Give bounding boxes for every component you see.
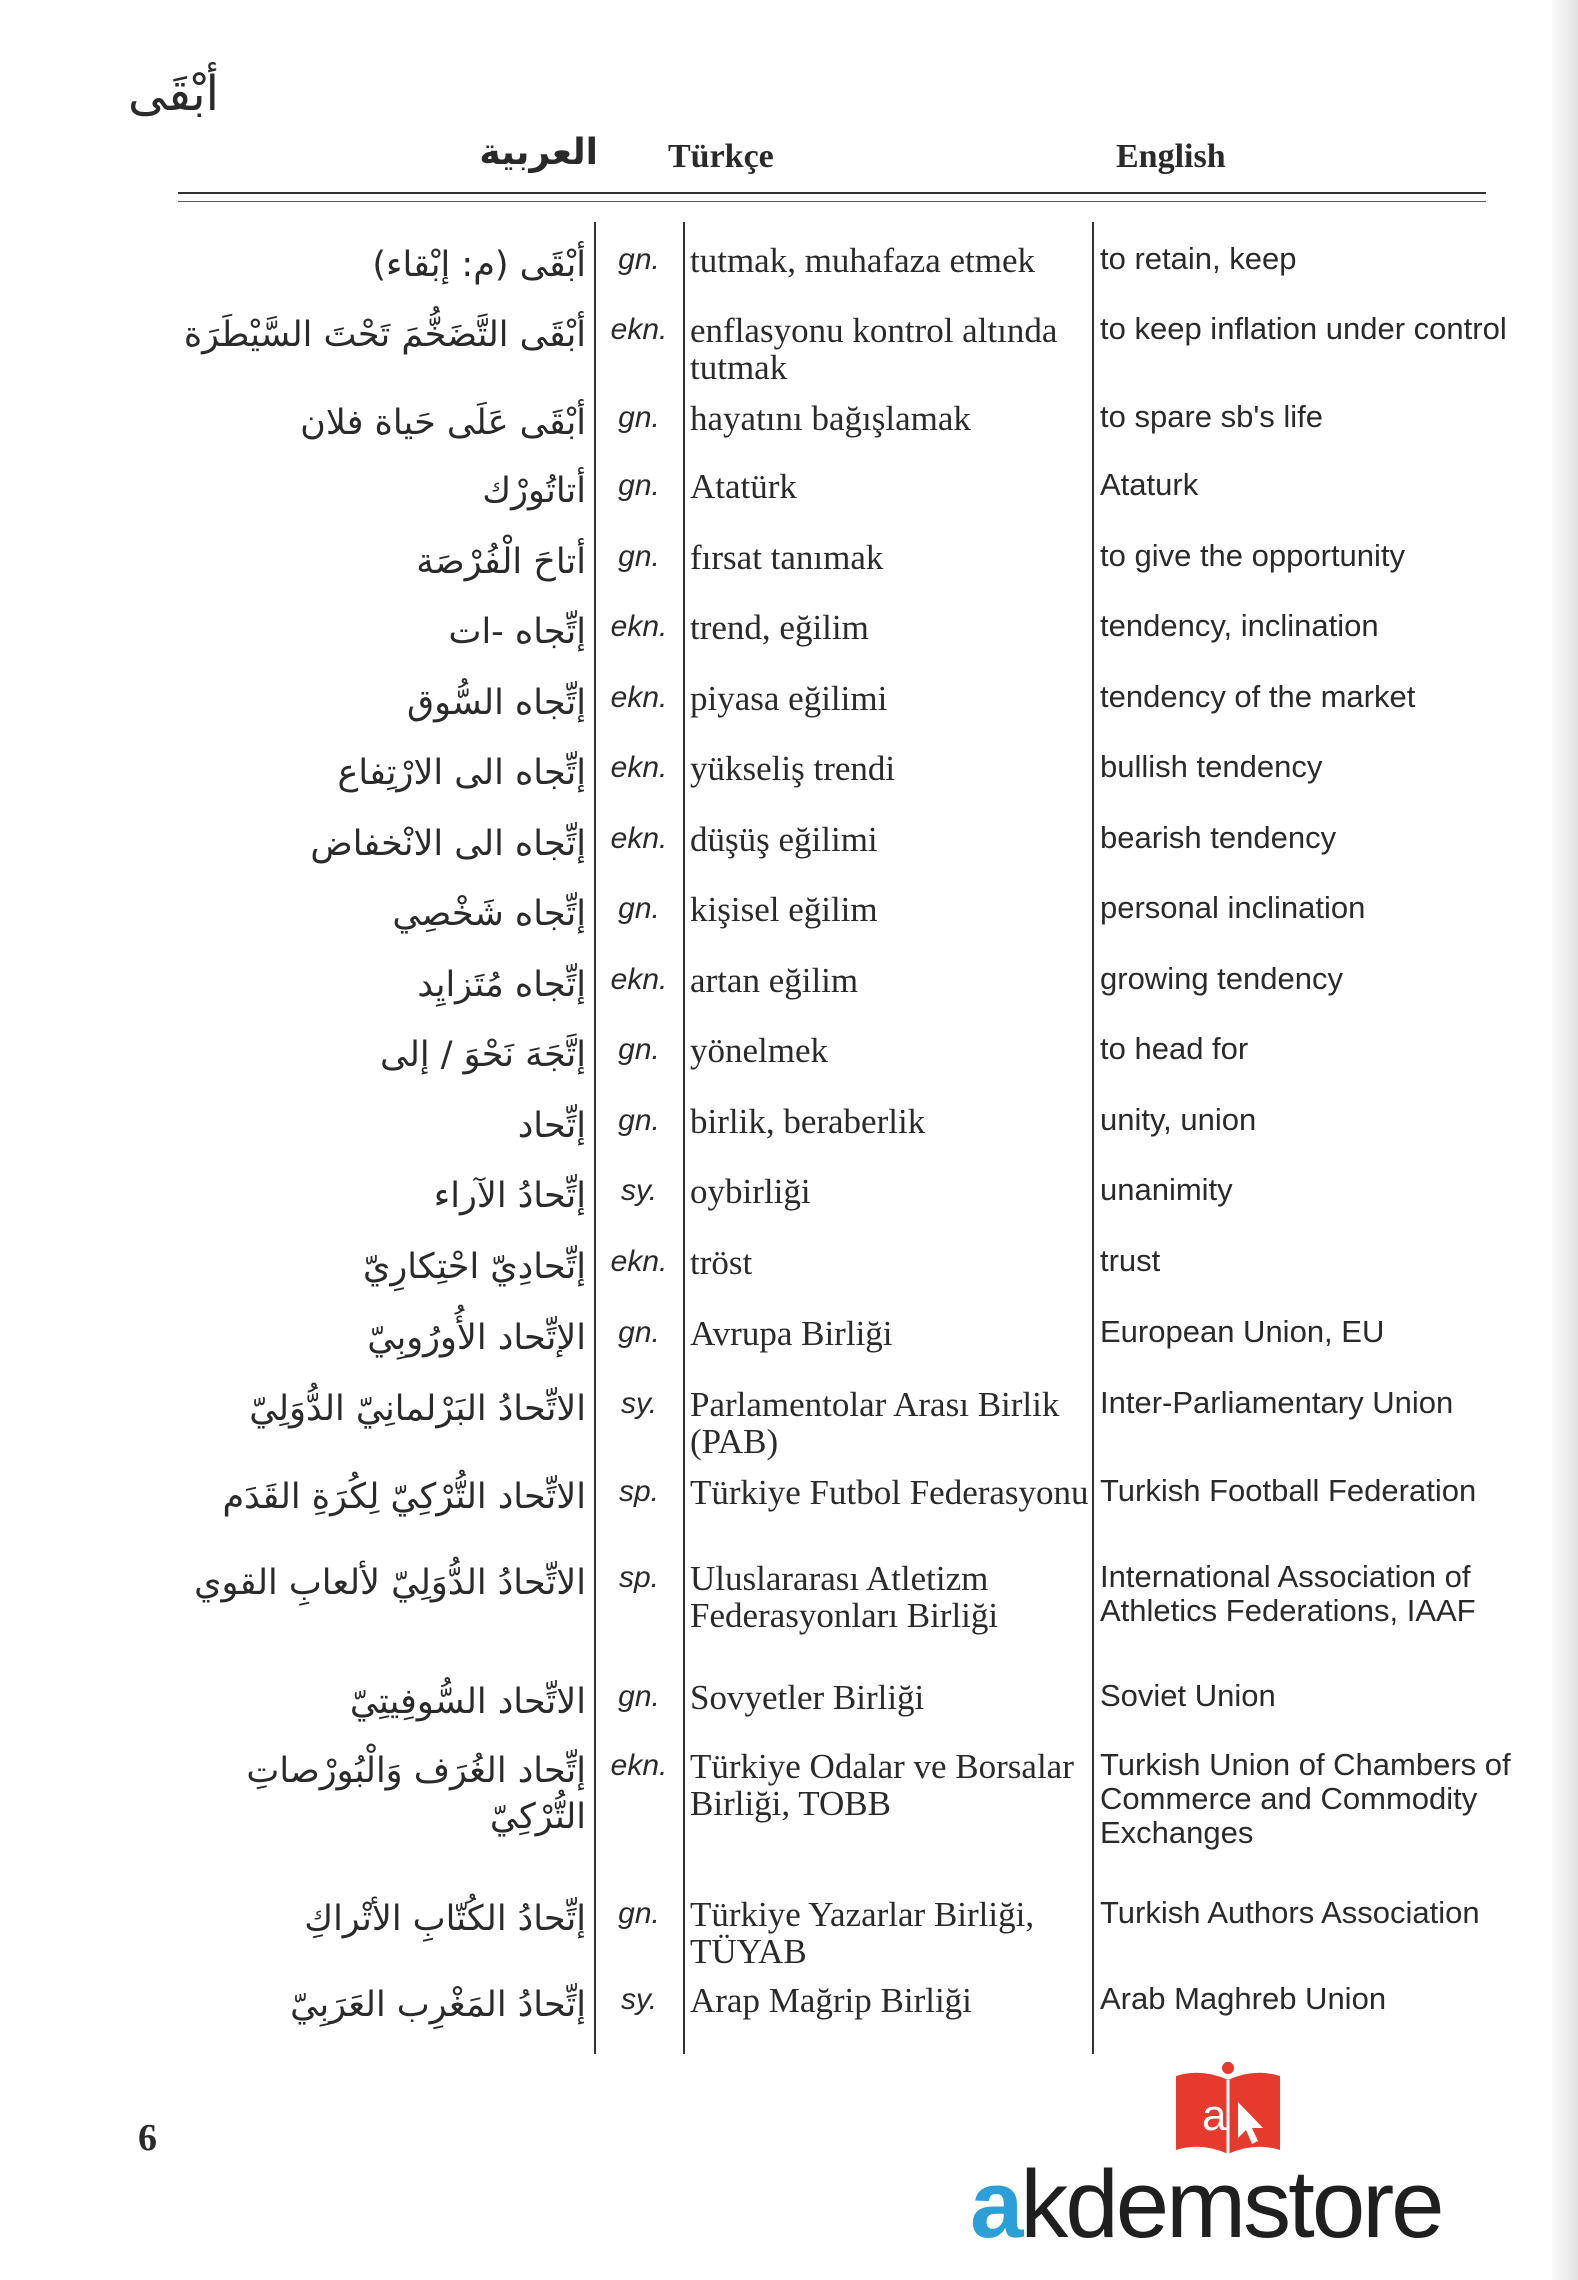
- arabic-term: إتِّحادُ المَغْرِب العَرَبِيّ: [290, 1985, 586, 2025]
- turkish-translation: Türkiye Futbol Federasyonu: [690, 1473, 1089, 1512]
- arabic-term: إتِّجاه -ات: [448, 612, 586, 652]
- arabic-term: الاتِّحاد التُّرْكِيّ لِكُرَةِ القَدَم: [222, 1477, 586, 1517]
- field-abbreviation: gn.: [618, 401, 660, 434]
- field-abbreviation: ekn.: [610, 963, 668, 996]
- english-translation: tendency, inclination: [1100, 608, 1379, 643]
- arabic-term: أبْقَى عَلَى حَياة فلان: [300, 403, 586, 443]
- turkish-translation: tröst: [690, 1243, 753, 1282]
- turkish-translation: Parlamentolar Arası Birlik (PAB): [690, 1385, 1060, 1461]
- english-translation: Ataturk: [1100, 467, 1199, 502]
- column-header-arabic: العربية: [479, 132, 598, 173]
- english-translation: tendency of the market: [1100, 679, 1416, 714]
- english-translation: Turkish Union of Chambers of Commerce and Commodity Exchanges: [1100, 1747, 1511, 1850]
- arabic-term: إتِّحاد: [517, 1106, 586, 1146]
- arabic-term: إتِّحادُ الكُتّابِ الأتْراكِ: [304, 1899, 586, 1939]
- field-abbreviation: gn.: [618, 1680, 660, 1713]
- field-abbreviation: sp.: [618, 1475, 660, 1508]
- column-divider: [683, 222, 685, 2054]
- field-abbreviation: sy.: [620, 1387, 658, 1420]
- turkish-translation: trend, eğilim: [690, 608, 869, 647]
- book-cursor-icon: [1172, 2058, 1284, 2158]
- field-abbreviation: gn.: [618, 1316, 660, 1349]
- page-number: 6: [138, 2117, 157, 2159]
- english-translation: bearish tendency: [1100, 820, 1337, 855]
- english-translation: personal inclination: [1100, 890, 1366, 925]
- arabic-term: إتِّحادُ الآراء: [433, 1176, 586, 1216]
- field-abbreviation: sp.: [618, 1561, 660, 1594]
- field-abbreviation: gn.: [618, 892, 660, 925]
- english-translation: European Union, EU: [1100, 1314, 1385, 1349]
- english-translation: Turkish Football Federation: [1100, 1473, 1477, 1508]
- turkish-translation: fırsat tanımak: [690, 538, 884, 577]
- field-abbreviation: ekn.: [610, 751, 668, 784]
- turkish-translation: enflasyonu kontrol altında tutmak: [690, 311, 1058, 387]
- arabic-term: إتِّجاه الى الانْخفاض: [310, 824, 586, 864]
- field-abbreviation: gn.: [618, 1033, 660, 1066]
- english-translation: bullish tendency: [1100, 749, 1323, 784]
- turkish-translation: yönelmek: [690, 1031, 829, 1070]
- english-translation: to retain, keep: [1100, 241, 1297, 276]
- english-translation: growing tendency: [1100, 961, 1343, 996]
- turkish-translation: tutmak, muhafaza etmek: [690, 241, 1035, 280]
- english-translation: Soviet Union: [1100, 1678, 1276, 1713]
- svg-text:a: a: [1202, 2091, 1227, 2140]
- english-translation: Inter-Parliamentary Union: [1100, 1385, 1454, 1420]
- header-rule-double: [178, 201, 1486, 202]
- column-divider: [594, 222, 596, 2054]
- column-header-english: English: [1116, 138, 1226, 175]
- turkish-translation: Türkiye Odalar ve Borsalar Birliği, TOBB: [690, 1747, 1074, 1823]
- field-abbreviation: gn.: [618, 1104, 660, 1137]
- arabic-term: إتِّحاد الغُرَف وَالْبُورْصاتِ التُّرْكِيّ: [246, 1751, 586, 1837]
- field-abbreviation: sy.: [620, 1174, 658, 1207]
- english-translation: International Association of Athletics Federations, IAAF: [1100, 1559, 1476, 1628]
- turkish-translation: kişisel eğilim: [690, 890, 878, 929]
- english-translation: to spare sb's life: [1100, 399, 1324, 434]
- arabic-term: إتِّجاه السُّوق: [406, 683, 586, 723]
- english-translation: unity, union: [1100, 1102, 1257, 1137]
- english-translation: trust: [1100, 1243, 1161, 1278]
- arabic-term: أبْقَى التَّضَخُّمَ تَحْتَ السَّيْطَرَة: [183, 315, 586, 355]
- store-logo: akdemstore: [970, 2151, 1442, 2258]
- turkish-translation: piyasa eğilimi: [690, 679, 888, 718]
- field-abbreviation: ekn.: [610, 822, 668, 855]
- field-abbreviation: gn.: [618, 540, 660, 573]
- arabic-term: الإتِّحاد الأُورُوبِيّ: [367, 1318, 586, 1358]
- turkish-translation: yükseliş trendi: [690, 749, 896, 788]
- arabic-term: أبْقَى (م: إبْقاء): [372, 245, 586, 285]
- arabic-term: إتَّجَهَ نَحْوَ / إلى: [380, 1035, 586, 1075]
- field-abbreviation: ekn.: [610, 1749, 668, 1782]
- turkish-translation: düşüş eğilimi: [690, 820, 878, 859]
- field-abbreviation: gn.: [618, 469, 660, 502]
- arabic-term: أتاتُورْك: [482, 471, 586, 511]
- arabic-term: أتاحَ الْفُرْصَة: [416, 542, 586, 582]
- arabic-term: الاتِّحادُ الدُّوَلِيّ لألعابِ القوي: [194, 1563, 586, 1603]
- field-abbreviation: ekn.: [610, 610, 668, 643]
- page-edge-shadow: [1552, 0, 1578, 2280]
- header-rule: [178, 192, 1486, 194]
- english-translation: unanimity: [1100, 1172, 1233, 1207]
- arabic-term: الاتِّحاد السُّوفِيتِيّ: [349, 1682, 586, 1722]
- english-translation: to give the opportunity: [1100, 538, 1406, 573]
- arabic-term: إتِّحادِيّ احْتِكارِيّ: [362, 1247, 586, 1287]
- turkish-translation: artan eğilim: [690, 961, 859, 1000]
- english-translation: to head for: [1100, 1031, 1249, 1066]
- english-translation: Arab Maghreb Union: [1100, 1981, 1387, 2016]
- turkish-translation: Sovyetler Birliği: [690, 1678, 925, 1717]
- turkish-translation: oybirliği: [690, 1172, 811, 1211]
- turkish-translation: Atatürk: [690, 467, 797, 506]
- column-divider: [1092, 222, 1094, 2054]
- field-abbreviation: ekn.: [610, 681, 668, 714]
- turkish-translation: Türkiye Yazarlar Birliği, TÜYAB: [690, 1895, 1035, 1971]
- turkish-translation: birlik, beraberlik: [690, 1102, 926, 1141]
- english-translation: Turkish Authors Association: [1100, 1895, 1480, 1930]
- turkish-translation: Uluslararası Atletizm Federasyonları Birliği: [690, 1559, 999, 1635]
- field-abbreviation: gn.: [618, 243, 660, 276]
- arabic-term: إتِّجاه شَخْصِي: [392, 894, 586, 934]
- field-abbreviation: sy.: [620, 1983, 658, 2016]
- column-header-turkish: Türkçe: [668, 138, 774, 175]
- turkish-translation: hayatını bağışlamak: [690, 399, 971, 438]
- field-abbreviation: gn.: [618, 1897, 660, 1930]
- page-headword: أبْقَى: [128, 66, 219, 122]
- field-abbreviation: ekn.: [610, 313, 668, 346]
- field-abbreviation: ekn.: [610, 1245, 668, 1278]
- arabic-term: الاتِّحادُ البَرْلمانِيّ الدُّوَلِيّ: [249, 1389, 586, 1429]
- english-translation: to keep inflation under control: [1100, 311, 1507, 346]
- arabic-term: إتِّجاه مُتَزايِد: [417, 965, 586, 1005]
- arabic-term: إتِّجاه الى الارْتِفاع: [337, 753, 586, 793]
- turkish-translation: Arap Mağrip Birliği: [690, 1981, 972, 2020]
- turkish-translation: Avrupa Birliği: [690, 1314, 893, 1353]
